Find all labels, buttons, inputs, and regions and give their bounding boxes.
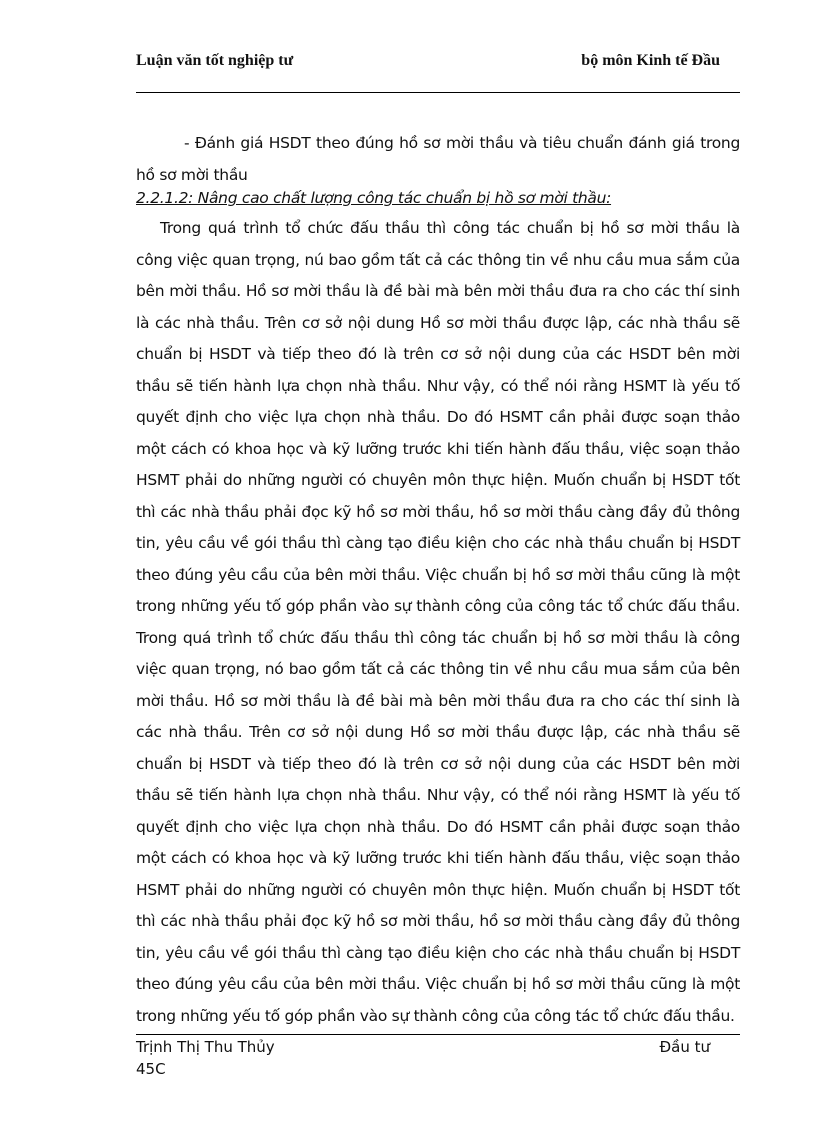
body-paragraph: Trong quá trình tổ chức đấu thầu thì công tác chuẩn bị hồ sơ mời thầu là công việc quan trọng, nú bao gồm tất cả các thông tin về nhu cầu mua sắm của bên mời thầu. Hồ sơ mời thầu là đề bài mà bên mời thầu đưa ra cho các thí sinh là các nhà thầu. Trên cơ sở nội dung Hồ sơ mời thầu được lập, các nhà thầu sẽ chuẩn bị HSDT và tiếp theo đó là trên cơ sở nội dung của các HSDT bên mời thầu sẽ tiến hành lựa chọn nhà thầu. Như vậy, có thể nói rằng HSMT là yếu tố quyết định cho việc lựa chọn nhà thầu. Do đó HSMT cần phải được soạn thảo một cách có khoa học và kỹ lưỡng trước khi tiến hành đấu thầu, việc soạn thảo HSMT phải do những người có chuyên môn thực hiện. Muốn chuẩn bị HSDT tốt thì các nhà thầu phải đọc kỹ hồ sơ mời thầu, hồ sơ mời thầu càng đầy đủ thông tin, yêu cầu về gói thầu thì càng tạo điều kiện cho các nhà thầu chuẩn bị HSDT theo đúng yêu cầu của bên mời thầu. Việc chuẩn bị hồ sơ mời thầu cũng là một trong những yếu tố góp phần vào sự thành công của công tác tổ chức đấu thầu. Trong quá trình tổ chức đấu thầu thì công tác chuẩn bị hồ sơ mời thầu là công việc quan trọng, nó bao gồm tất cả các thông tin về nhu cầu mua sắm của bên mời thầu. Hồ sơ mời thầu là đề bài mà bên mời thầu đưa ra cho các thí sinh là các nhà thầu. Trên cơ sở nội dung Hồ sơ mời thầu được lập, các nhà thầu sẽ chuẩn bị HSDT và tiếp theo đó là trên cơ sở nội dung của các HSDT bên mời thầu sẽ tiến hành lựa chọn nhà thầu. Như vậy, có thể nói rằng HSMT là yếu tố quyết định cho việc lựa chọn nhà thầu. Do đó HSMT cần phải được soạn thảo một cách có khoa học và kỹ lưỡng trước khi tiến hành đấu thầu, việc soạn thảo HSMT phải do những người có chuyên môn thực hiện. Muốn chuẩn bị HSDT tốt thì các nhà thầu phải đọc kỹ hồ sơ mời thầu, hồ sơ mời thầu càng đầy đủ thông tin, yêu cầu về gói thầu thì càng tạo điều kiện cho các nhà thầu chuẩn bị HSDT theo đúng yêu cầu của bên mời thầu. Việc chuẩn bị hồ sơ mời thầu cũng là một trong những yếu tố góp phần vào sự thành công của công tác tổ chức đấu thầu. [136, 219, 740, 1025]
footer-divider [136, 1034, 740, 1035]
footer-major: Đầu tư [659, 1038, 710, 1056]
section-heading: 2.2.1.2: Nâng cao chất lượng công tác chuẩn bị hồ sơ mời thầu: [136, 189, 612, 207]
footer-author: Trịnh Thị Thu Thủy 45C [136, 1038, 275, 1078]
header-divider [136, 92, 740, 93]
header-department: bộ môn Kinh tế Đầu [581, 52, 720, 69]
bullet-paragraph: - Đánh giá HSDT theo đúng hồ sơ mời thầu và tiêu chuẩn đánh giá trong hồ sơ mời thầu [136, 134, 740, 184]
document-body [136, 128, 740, 1032]
header-thesis-title: Luận văn tốt nghiệp tư [136, 52, 294, 69]
